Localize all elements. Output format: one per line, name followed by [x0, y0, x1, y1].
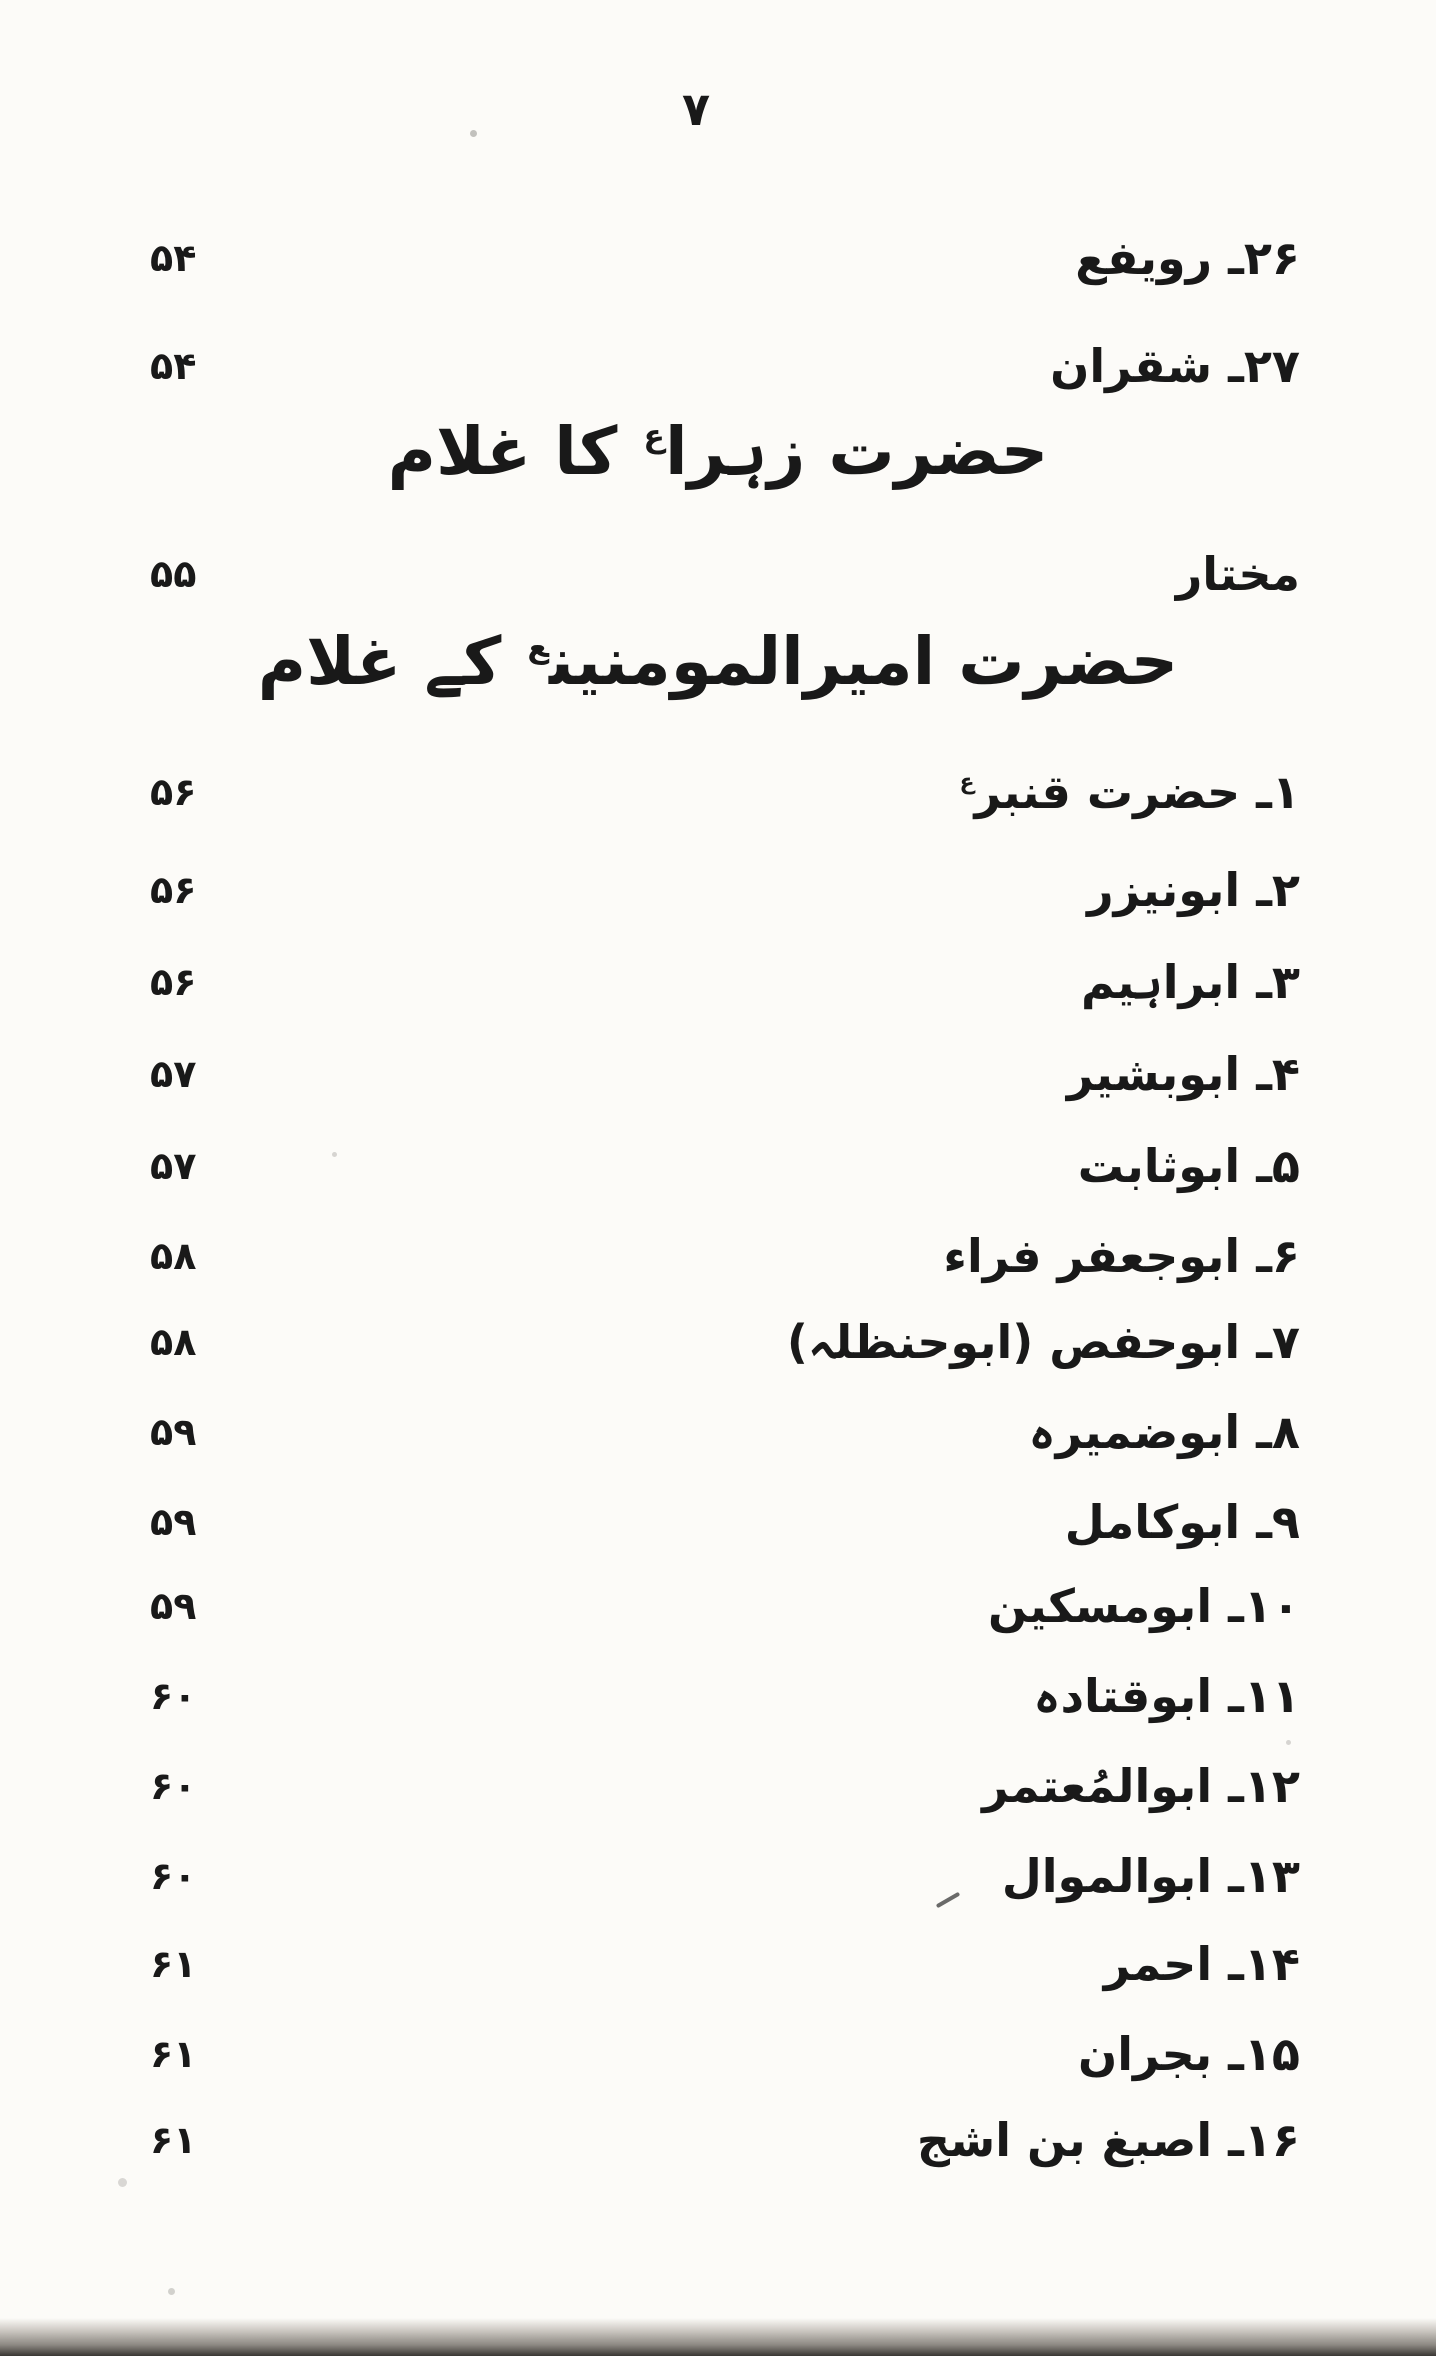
toc-entry-page: ۵۴ — [150, 236, 197, 280]
toc-row — [150, 1024, 1300, 1124]
toc-row — [150, 1382, 1300, 1482]
toc-entry-page: ۵۷ — [150, 1144, 197, 1188]
toc-entry-page: ۶۰ — [150, 1764, 197, 1808]
heading-text: کا غلام — [387, 413, 641, 490]
section-heading-zahra — [0, 402, 1436, 501]
toc-entry-label: ۲۷ـ شقران — [1050, 339, 1300, 393]
toc-entry-page: ۵۸ — [150, 1320, 197, 1364]
toc-entry-page: ۵۶ — [150, 960, 197, 1004]
toc-row — [150, 1914, 1300, 2014]
scan-speck — [470, 130, 477, 137]
toc-entry-label: ۲ـ ابونیزر — [1087, 863, 1300, 917]
toc-entry-label — [956, 765, 1300, 819]
scan-speck — [168, 2288, 175, 2295]
toc-entry-page: ۶۰ — [150, 1854, 197, 1898]
heading-text: حضرت امیرالمومنین — [549, 623, 1179, 700]
toc-row — [150, 1116, 1300, 1216]
entry-text: ۱ـ حضرت قنبر — [974, 765, 1300, 819]
toc-row — [150, 524, 1300, 624]
toc-entry-label: ۱۰ـ ابومسکین — [988, 1579, 1300, 1633]
toc-row — [150, 2004, 1300, 2104]
toc-row — [150, 840, 1300, 940]
toc-entry-label: ۱۲ـ ابوالمُعتمر — [982, 1759, 1300, 1813]
honorific-mark: ع — [643, 419, 666, 456]
toc-entry-page: ۵۹ — [150, 1410, 197, 1454]
toc-entry-label: ۱۴ـ احمر — [1103, 1937, 1300, 1991]
toc-entry-page: ۵۸ — [150, 1234, 197, 1278]
toc-entry-label: ۱۱ـ ابوقتادہ — [1033, 1669, 1300, 1723]
toc-entry-label: ۱۵ـ بجران — [1078, 2027, 1300, 2081]
toc-entry-page: ۵۶ — [150, 868, 197, 912]
toc-entry-label: ۸ـ ابوضمیرہ — [1028, 1405, 1300, 1459]
toc-entry-label: ۴ـ ابوبشیر — [1066, 1047, 1300, 1101]
toc-row — [150, 1556, 1300, 1656]
toc-entry-label: ۵ـ ابوثابت — [1077, 1139, 1300, 1193]
toc-row — [150, 1826, 1300, 1926]
toc-entry-label: ۱۶ـ اصبغ بن اشج — [916, 2113, 1300, 2167]
heading-text: کے غلام — [257, 623, 525, 700]
toc-row — [150, 1206, 1300, 1306]
toc-entry-page: ۶۱ — [150, 2032, 197, 2076]
toc-row — [150, 208, 1300, 308]
scan-speck — [118, 2178, 127, 2187]
scan-speck — [1286, 1740, 1291, 1745]
toc-row — [150, 742, 1300, 842]
toc-entry-label: ۱۳ـ ابوالموال — [1001, 1849, 1300, 1903]
toc-entry-page: ۵۷ — [150, 1052, 197, 1096]
toc-entry-label: ۳ـ ابراہیم — [1080, 955, 1300, 1009]
heading-text: حضرت زہرا — [665, 413, 1049, 490]
toc-row — [150, 1292, 1300, 1392]
scan-bottom-edge — [0, 2318, 1436, 2356]
toc-entry-page: ۶۰ — [150, 1674, 197, 1718]
toc-row — [150, 1736, 1300, 1836]
toc-entry-page: ۶۱ — [150, 2118, 197, 2162]
toc-row — [150, 1646, 1300, 1746]
toc-row — [150, 316, 1300, 416]
honorific-mark: ع — [527, 629, 550, 666]
scan-speck — [332, 1152, 337, 1157]
toc-entry-page: ۵۹ — [150, 1500, 197, 1544]
toc-entry-page: ۵۵ — [150, 552, 197, 596]
toc-entry-page: ۵۴ — [150, 344, 197, 388]
toc-row — [150, 932, 1300, 1032]
folio-number: ۷ — [681, 82, 711, 136]
toc-entry-label: ۲۶ـ رویفع — [1075, 231, 1300, 285]
toc-entry-page: ۵۶ — [150, 770, 197, 814]
toc-entry-label: ۷ـ ابوحفص (ابوحنظلہ) — [786, 1315, 1300, 1369]
toc-row — [150, 2090, 1300, 2190]
toc-entry-label: ۶ـ ابوجعفر فراء — [943, 1229, 1300, 1283]
toc-entry-label: مختار — [1175, 547, 1300, 601]
toc-entry-page: ۵۹ — [150, 1584, 197, 1628]
honorific-mark: ع — [959, 770, 975, 796]
toc-entry-page: ۶۱ — [150, 1942, 197, 1986]
section-heading-amir — [0, 612, 1436, 711]
toc-entry-label: ۹ـ ابوکامل — [1064, 1495, 1300, 1549]
